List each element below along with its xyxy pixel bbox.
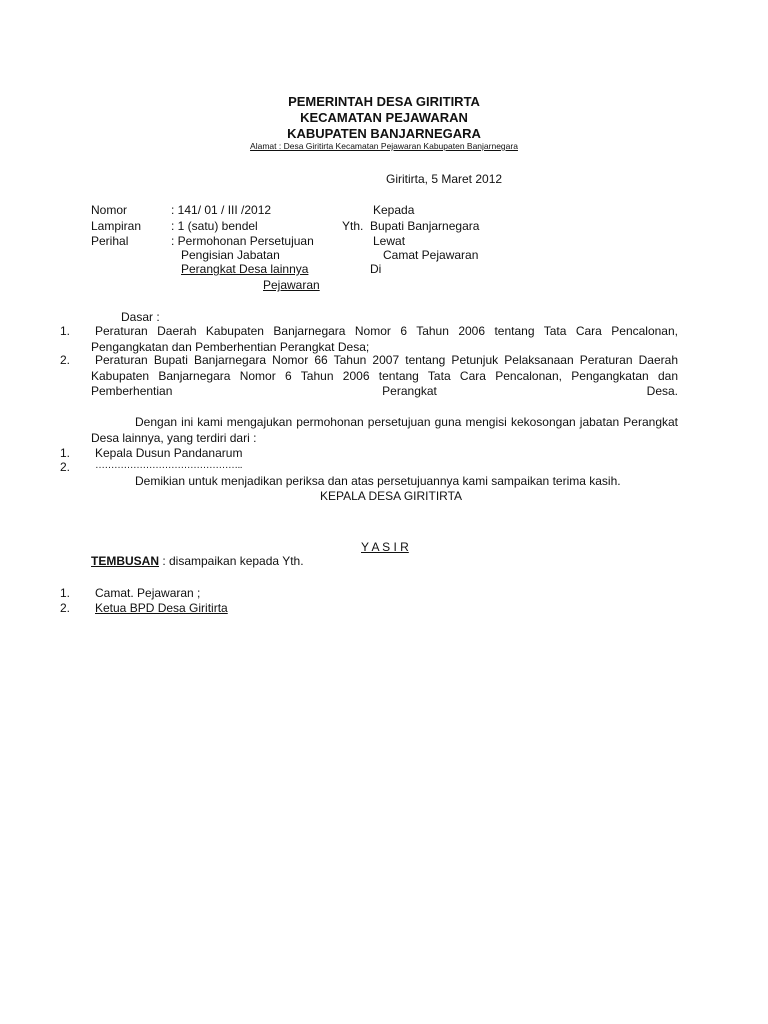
lampiran-label: Lampiran xyxy=(91,219,142,233)
position-item-2-text: ……………………………………….. xyxy=(95,460,243,471)
perihal-value-1: : Permohonan Persetujuan xyxy=(171,234,314,248)
letterhead-address: Alamat : Desa Giritirta Kecamatan Pejawaran Kabupaten Banjarnegara xyxy=(250,141,518,151)
tembusan-text: : disampaikan kepada Yth. xyxy=(159,554,304,568)
dasar-label: Dasar : xyxy=(121,310,160,324)
perihal-value-2: Pengisian Jabatan xyxy=(181,248,280,262)
recipient-bupati: Bupati Banjarnegara xyxy=(370,219,480,233)
recipient-lewat: Lewat xyxy=(373,234,406,248)
tembusan-item-2-text: Ketua BPD Desa Giritirta xyxy=(95,601,228,615)
intro-paragraph: Dengan ini kami mengajukan permohonan persetujuan guna mengisi kekosongan jabatan Perangkat Desa lainnya, yang terdiri dari : xyxy=(91,415,678,445)
position-item-1-number: 1. xyxy=(60,446,71,460)
dasar-item-2-text: Peraturan Bupati Banjarnegara Nomor 66 Tahun 2007 tentang Petunjuk Pelaksanaan Peraturan Daerah Kabupaten Banjarnegara Nomor 6 Tahun 2006 tentang Tata Cara Pencalonan, Pengangkatan dan Pemberhentian Perangkat Desa. xyxy=(91,353,678,398)
dasar-item-1-number: 1. xyxy=(60,324,71,338)
letter-date: Giritirta, 5 Maret 2012 xyxy=(386,172,503,186)
position-item-1-text: Kepala Dusun Pandanarum xyxy=(95,446,243,460)
tembusan-item-2-number: 2. xyxy=(60,601,71,615)
tembusan-line xyxy=(91,554,304,568)
position-item-2-number: 2. xyxy=(60,460,71,474)
perihal-value-3: Perangkat Desa lainnya xyxy=(181,262,309,276)
signature-name: Y A S I R xyxy=(361,540,409,554)
signature-title: KEPALA DESA GIRITIRTA xyxy=(320,489,463,503)
perihal-label: Perihal xyxy=(91,234,129,248)
lampiran-value: : 1 (satu) bendel xyxy=(171,219,258,233)
recipient-camat: Camat Pejawaran xyxy=(383,248,479,262)
tembusan-item-1-number: 1. xyxy=(60,586,71,600)
recipient-kepada: Kepada xyxy=(373,203,415,217)
recipient-yth: Yth. xyxy=(342,219,364,233)
nomor-label: Nomor xyxy=(91,203,128,217)
tembusan-item-1-text: Camat. Pejawaran ; xyxy=(95,586,201,600)
recipient-place: Pejawaran xyxy=(263,278,320,292)
nomor-value: : 141/ 01 / III /2012 xyxy=(171,203,272,217)
dasar-item-2-number: 2. xyxy=(60,353,71,367)
closing-paragraph: Demikian untuk menjadikan periksa dan atas persetujuannya kami sampaikan terima kasih. xyxy=(135,474,621,488)
letterhead-line-1: PEMERINTAH DESA GIRITIRTA xyxy=(288,94,480,109)
letterhead-line-2: KECAMATAN PEJAWARAN xyxy=(300,110,468,125)
dasar-item-1-text: Peraturan Daerah Kabupaten Banjarnegara Nomor 6 Tahun 2006 tentang Tata Cara Pencalonan, Pengangkatan dan Pemberhentian Perangkat Desa; xyxy=(91,324,678,354)
letterhead-line-3: KABUPATEN BANJARNEGARA xyxy=(287,126,481,141)
recipient-di: Di xyxy=(370,262,382,276)
tembusan-label: TEMBUSAN xyxy=(91,554,159,568)
